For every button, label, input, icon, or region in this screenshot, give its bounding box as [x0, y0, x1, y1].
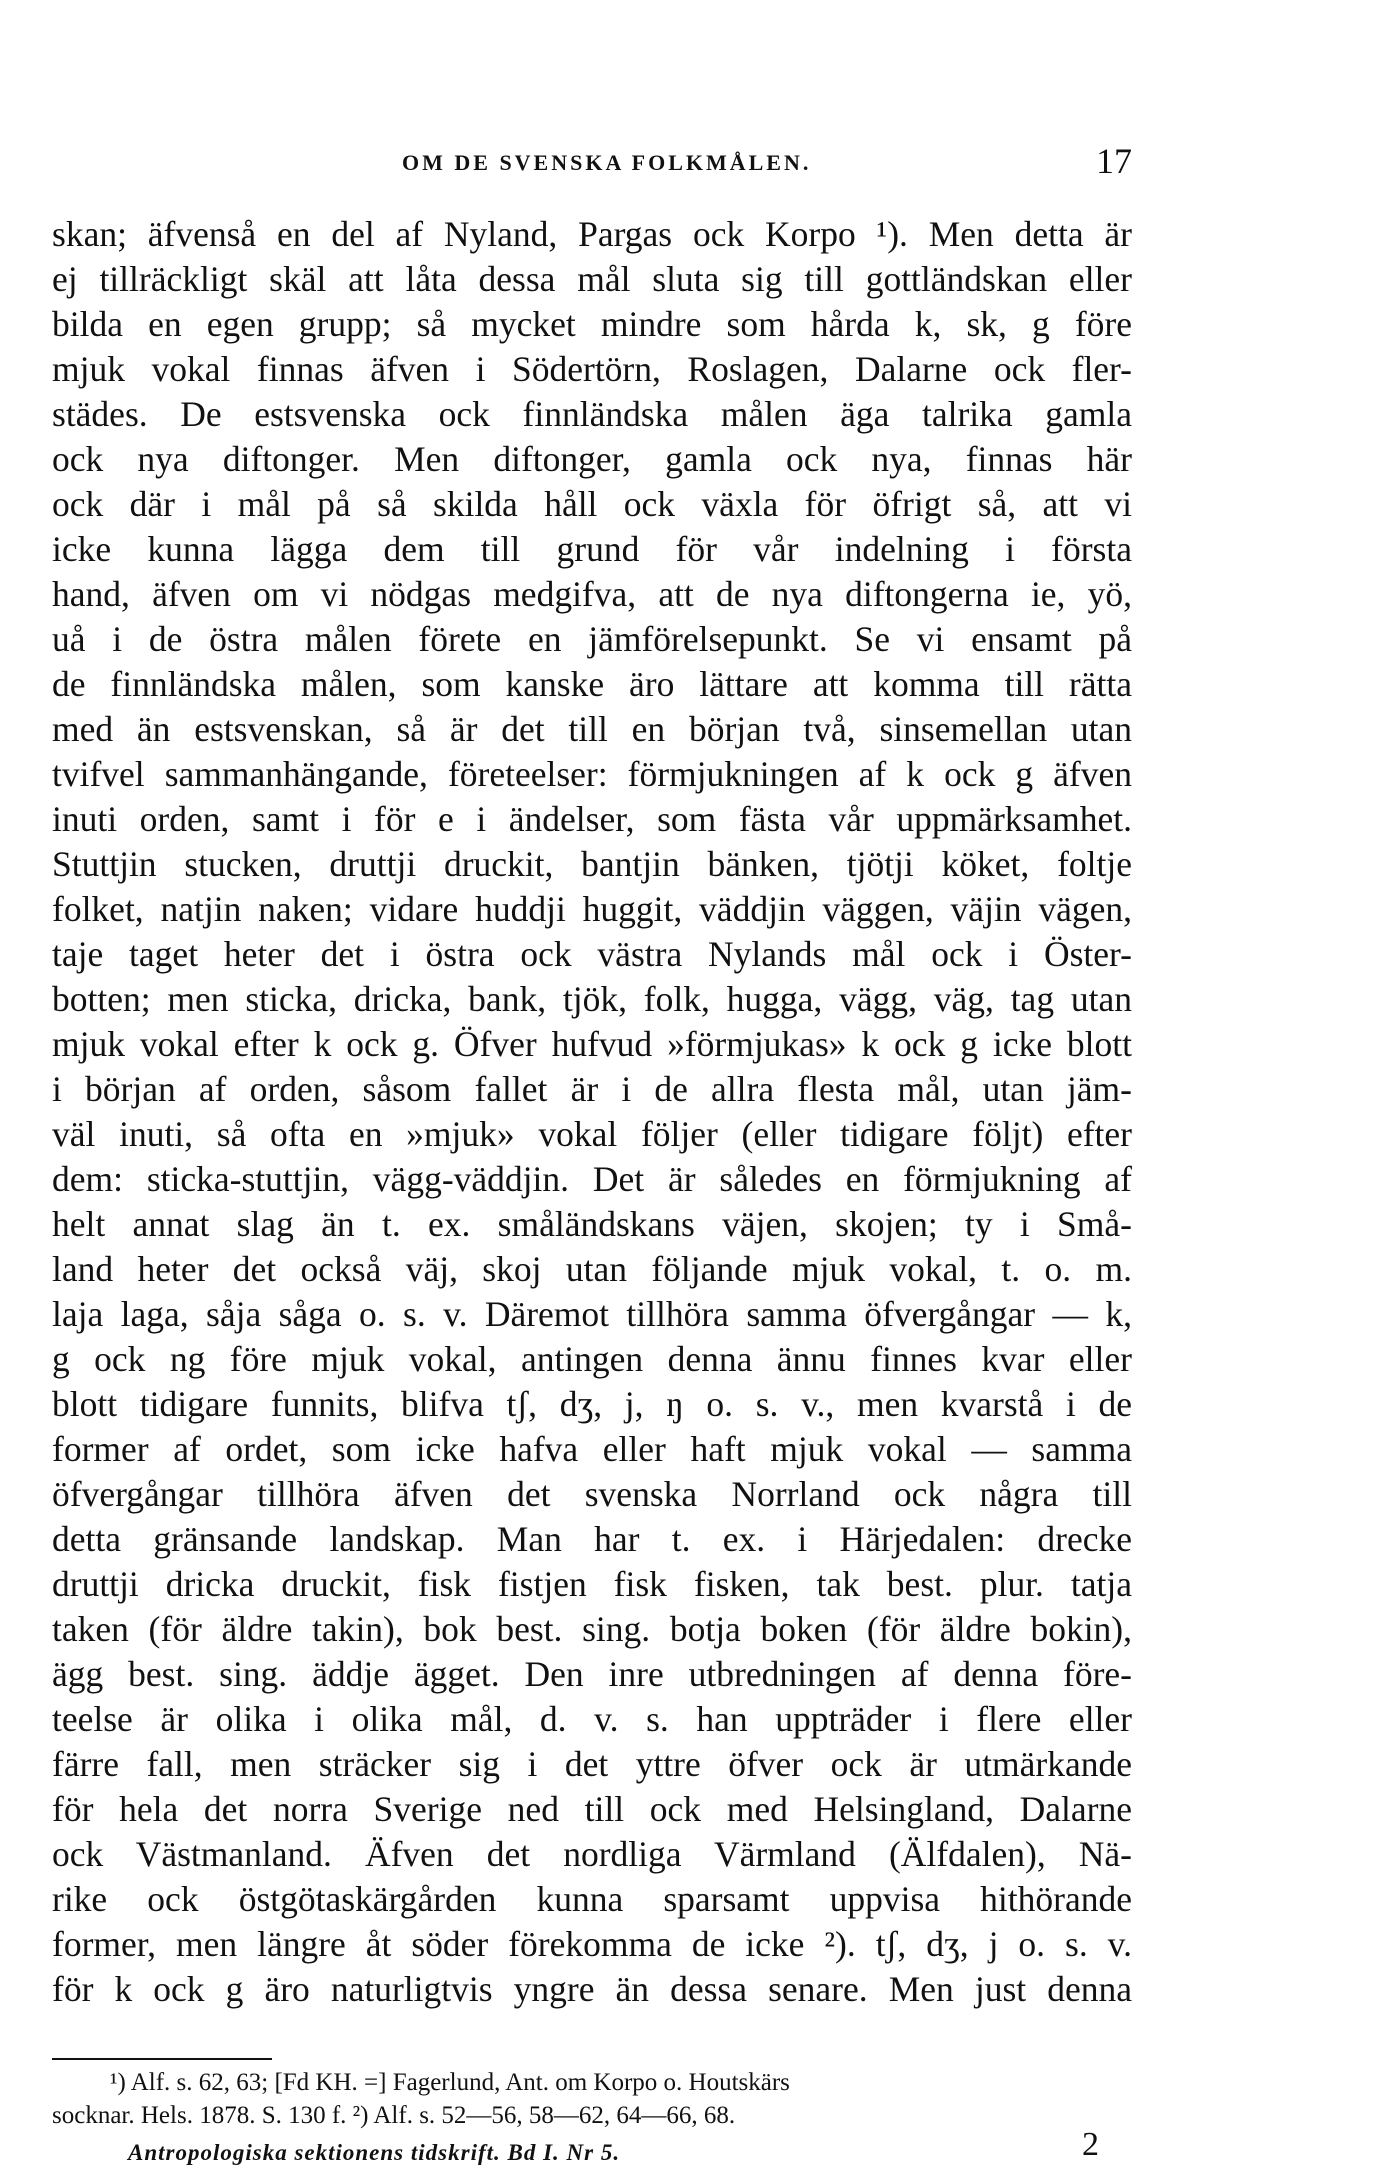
text-line: rike ock östgötaskärgården kunna sparsamt uppvisa hithörande: [52, 1879, 1132, 1919]
text-line: färre fall, men sträcker sig i det yttre öfver ock är utmärkande: [52, 1744, 1132, 1784]
text-line: folket, natjin naken; vidare huddji huggit, väddjin väggen, väjin vägen,: [52, 889, 1132, 929]
text-line: mjuk vokal efter k ock g. Öfver hufvud »förmjukas» k ock g icke blott: [52, 1024, 1132, 1064]
text-line: för hela det norra Sverige ned till ock med Helsingland, Dalarne: [52, 1789, 1132, 1829]
text-line: ägg best. sing. äddje ägget. Den inre utbredningen af denna före-: [52, 1654, 1132, 1694]
text-line: mjuk vokal finnas äfven i Södertörn, Roslagen, Dalarne ock fler-: [52, 349, 1132, 389]
running-head: OM DE SVENSKA FOLKMÅLEN.: [402, 150, 812, 175]
text-line: ock där i mål på så skilda håll ock växla för öfrigt så, att vi: [52, 484, 1132, 524]
text-line: öfvergångar tillhöra äfven det svenska Norrland ock några till: [52, 1474, 1132, 1514]
text-line: teelse är olika i olika mål, d. v. s. han uppträder i flere eller: [52, 1699, 1132, 1739]
text-line: väl inuti, så ofta en »mjuk» vokal följer (eller tidigare följt) efter: [52, 1114, 1132, 1154]
text-line: med än estsvenskan, så är det till en början två, sinsemellan utan: [52, 709, 1132, 749]
text-line: Stuttjin stucken, druttji druckit, bantjin bänken, tjötji köket, foltje: [52, 844, 1132, 884]
text-line: helt annat slag än t. ex. småländskans väjen, skojen; ty i Små-: [52, 1204, 1132, 1244]
text-line: druttji dricka druckit, fisk fistjen fisk fisken, tak best. plur. tatja: [52, 1564, 1132, 1604]
text-line: blott tidigare funnits, blifva tʃ, dʒ, j, ŋ o. s. v., men kvarstå i de: [52, 1384, 1132, 1424]
text-line: taken (för äldre takin), bok best. sing. botja boken (för äldre bokin),: [52, 1609, 1132, 1649]
text-line: för k ock g äro naturligtvis yngre än dessa senare. Men just denna: [52, 1969, 1132, 2009]
text-line: bilda en egen grupp; så mycket mindre som hårda k, sk, g före: [52, 304, 1132, 344]
text-line: inuti orden, samt i för e i ändelser, som fästa vår uppmärksamhet.: [52, 799, 1132, 839]
text-line: detta gränsande landskap. Man har t. ex. i Härjedalen: drecke: [52, 1519, 1132, 1559]
text-line: ej tillräckligt skäl att låta dessa mål sluta sig till gottländskan eller: [52, 259, 1132, 299]
text-line: städes. De estsvenska ock finnländska målen äga talrika gamla: [52, 394, 1132, 434]
footnotes: [52, 2066, 1132, 2132]
signature-mark: 2: [1082, 2126, 1099, 2163]
footnote-line: socknar. Hels. 1878. S. 130 f. ²) Alf. s. 52—56, 58—62, 64—66, 68.: [52, 2102, 736, 2129]
text-line: tvifvel sammanhängande, företeelser: förmjukningen af k ock g äfven: [52, 754, 1132, 794]
footnote-rule: [52, 2058, 272, 2060]
footnote-line: ¹) Alf. s. 62, 63; [Fd KH. =] Fagerlund, Ant. om Korpo o. Houtskärs: [110, 2069, 790, 2096]
body-text: [52, 212, 1132, 2012]
journal-footer: Antropologiska sektionens tidskrift. Bd I. Nr 5.: [128, 2140, 621, 2165]
text-line: botten; men sticka, dricka, bank, tjök, folk, hugga, vägg, väg, tag utan: [52, 979, 1132, 1019]
text-line: former, men längre åt söder förekomma de icke ²). tʃ, dʒ, j o. s. v.: [52, 1924, 1132, 1964]
text-line: i början af orden, såsom fallet är i de allra flesta mål, utan jäm-: [52, 1069, 1132, 1109]
text-line: former af ordet, som icke hafva eller haft mjuk vokal — samma: [52, 1429, 1132, 1469]
text-line: laja laga, såja såga o. s. v. Däremot tillhöra samma öfvergångar — k,: [52, 1294, 1132, 1334]
text-line: uå i de östra målen förete en jämförelsepunkt. Se vi ensamt på: [52, 619, 1132, 659]
text-line: hand, äfven om vi nödgas medgifva, att de nya diftongerna ie, yö,: [52, 574, 1132, 614]
text-line: de finnländska målen, som kanske äro lättare att komma till rätta: [52, 664, 1132, 704]
text-line: ock nya diftonger. Men diftonger, gamla ock nya, finnas här: [52, 439, 1132, 479]
text-line: g ock ng före mjuk vokal, antingen denna ännu finnes kvar eller: [52, 1339, 1132, 1379]
text-line: land heter det också väj, skoj utan följande mjuk vokal, t. o. m.: [52, 1249, 1132, 1289]
text-line: icke kunna lägga dem till grund för vår indelning i första: [52, 529, 1132, 569]
text-line: taje taget heter det i östra ock västra Nylands mål ock i Öster-: [52, 934, 1132, 974]
text-line: ock Västmanland. Äfven det nordliga Värmland (Älfdalen), Nä-: [52, 1834, 1132, 1874]
text-line: dem: sticka-stuttjin, vägg-väddjin. Det är således en förmjukning af: [52, 1159, 1132, 1199]
text-line: skan; äfvenså en del af Nyland, Pargas ock Korpo ¹). Men detta är: [52, 214, 1132, 254]
page-number: 17: [1096, 141, 1132, 181]
